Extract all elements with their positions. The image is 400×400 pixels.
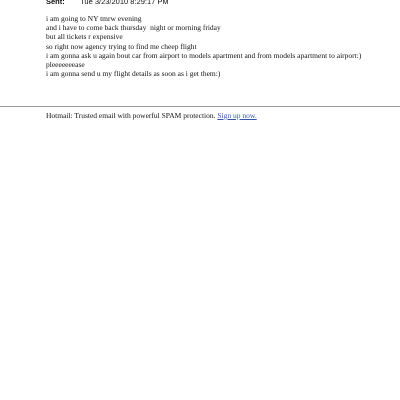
- message-line: i am going to NY tmrw evening: [46, 14, 142, 23]
- hotmail-footer: [46, 111, 257, 121]
- sent-row: [46, 0, 169, 7]
- message-line: i am gonna ask u again bout car from airport to models apartment and from models apartment to airport:): [46, 50, 362, 60]
- message-line: but all tickets r expensive: [46, 32, 123, 42]
- sent-timestamp: Tue 3/23/2010 8:29:17 PM: [80, 0, 169, 6]
- message-line: i am gonna send u my flight details as soon as i get them:): [46, 69, 221, 79]
- footer-divider: [0, 106, 400, 107]
- sent-label: Sent:: [46, 0, 65, 6]
- message-line: and i have to come back thursday night or morning friday: [46, 23, 221, 33]
- message-body: [46, 14, 386, 78]
- footer-text: Hotmail: Trusted email with powerful SPAM protection.: [46, 111, 216, 120]
- sign-up-link[interactable]: Sign up now.: [217, 111, 257, 120]
- message-line: so right now agency trying to find me cheep flight: [46, 41, 197, 51]
- message-line: pleeeeeeease: [46, 60, 85, 70]
